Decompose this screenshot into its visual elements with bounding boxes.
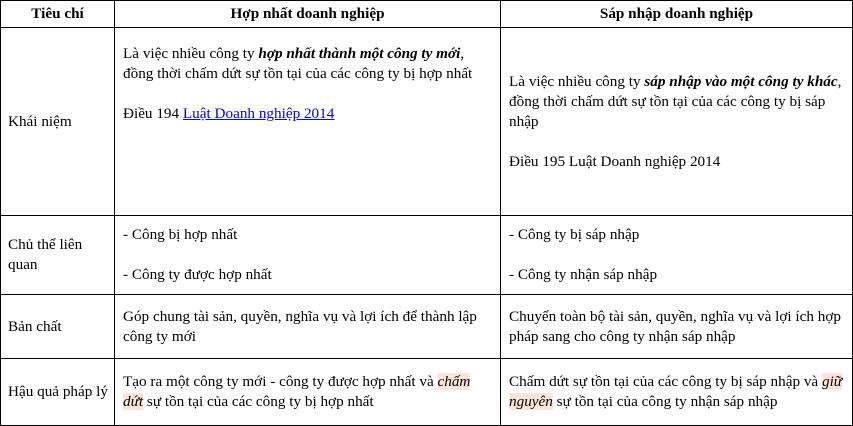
definition-text: [509, 72, 844, 132]
list-item: - Công ty được hợp nhất: [123, 266, 272, 283]
reference-prefix: Điều 194: [123, 105, 183, 122]
cell-sap-nhap-parties: [501, 216, 853, 295]
cell-hop-nhat-nature: Góp chung tài sản, quyền, nghĩa vụ và lợi ích để thành lập công ty mới: [115, 295, 501, 359]
highlighted-text: chấm dứt: [123, 373, 471, 410]
law-link[interactable]: Luật Doanh nghiệp 2014: [182, 105, 335, 122]
row-criterion: Bản chất: [1, 295, 115, 359]
row-criterion: Hậu quả pháp lý: [1, 359, 115, 426]
cell-sap-nhap-consequence: [501, 359, 853, 426]
row-criterion: Chủ thể liên quan: [1, 216, 115, 295]
cell-hop-nhat-definition: [115, 28, 501, 216]
header-criterion: Tiêu chí: [1, 1, 115, 28]
cell-hop-nhat-consequence: [115, 359, 501, 426]
text-segment: Tạo ra một công ty mới - công ty được hợp nhất và: [123, 373, 438, 390]
text-segment: Chấm dứt sự tồn tại của các công ty bị sáp nhập và: [509, 373, 822, 390]
text-segment: , đồng thời chấm dứt sự tồn tại của các công ty bị sáp nhập: [509, 72, 842, 130]
table-row: [1, 216, 853, 295]
text-segment: sự tồn tại của công ty nhận sáp nhập: [552, 393, 778, 410]
emphasis-text: sáp nhập vào một công ty khác: [644, 72, 838, 90]
table-row: [1, 359, 853, 426]
text-segment: Là việc nhiều công ty: [123, 45, 259, 62]
cell-sap-nhap-definition: [501, 28, 853, 216]
list-item: - Công ty bị sáp nhập: [509, 226, 640, 243]
reference-text: Điều 195 Luật Doanh nghiệp 2014: [509, 152, 721, 170]
text-segment: sự tồn tại của các công ty bị hợp nhất: [143, 393, 374, 410]
table-row: [1, 28, 853, 216]
cell-hop-nhat-parties: [115, 216, 501, 295]
reference-text: [123, 104, 492, 124]
row-criterion: Khái niệm: [1, 28, 115, 216]
list-item: - Công bị hợp nhất: [123, 226, 238, 243]
highlighted-text: giữ nguyên: [509, 373, 843, 410]
text-segment: , đồng thời chấm dứt sự tồn tại của các công ty bị hợp nhất: [123, 45, 473, 82]
text-segment: Là việc nhiều công ty: [509, 72, 645, 90]
list-item: - Công ty nhận sáp nhập: [509, 266, 658, 283]
header-sap-nhap: Sáp nhập doanh nghiệp: [501, 1, 853, 28]
header-hop-nhat: Hợp nhất doanh nghiệp: [115, 1, 501, 28]
cell-sap-nhap-nature: Chuyển toàn bộ tài sản, quyền, nghĩa vụ và lợi ích hợp pháp sang cho công ty nhận sáp nhập: [501, 295, 853, 359]
emphasis-text: hợp nhất thành một công ty mới: [258, 45, 461, 62]
header-row: [1, 1, 853, 28]
table-row: [1, 295, 853, 359]
definition-text: [123, 44, 492, 84]
